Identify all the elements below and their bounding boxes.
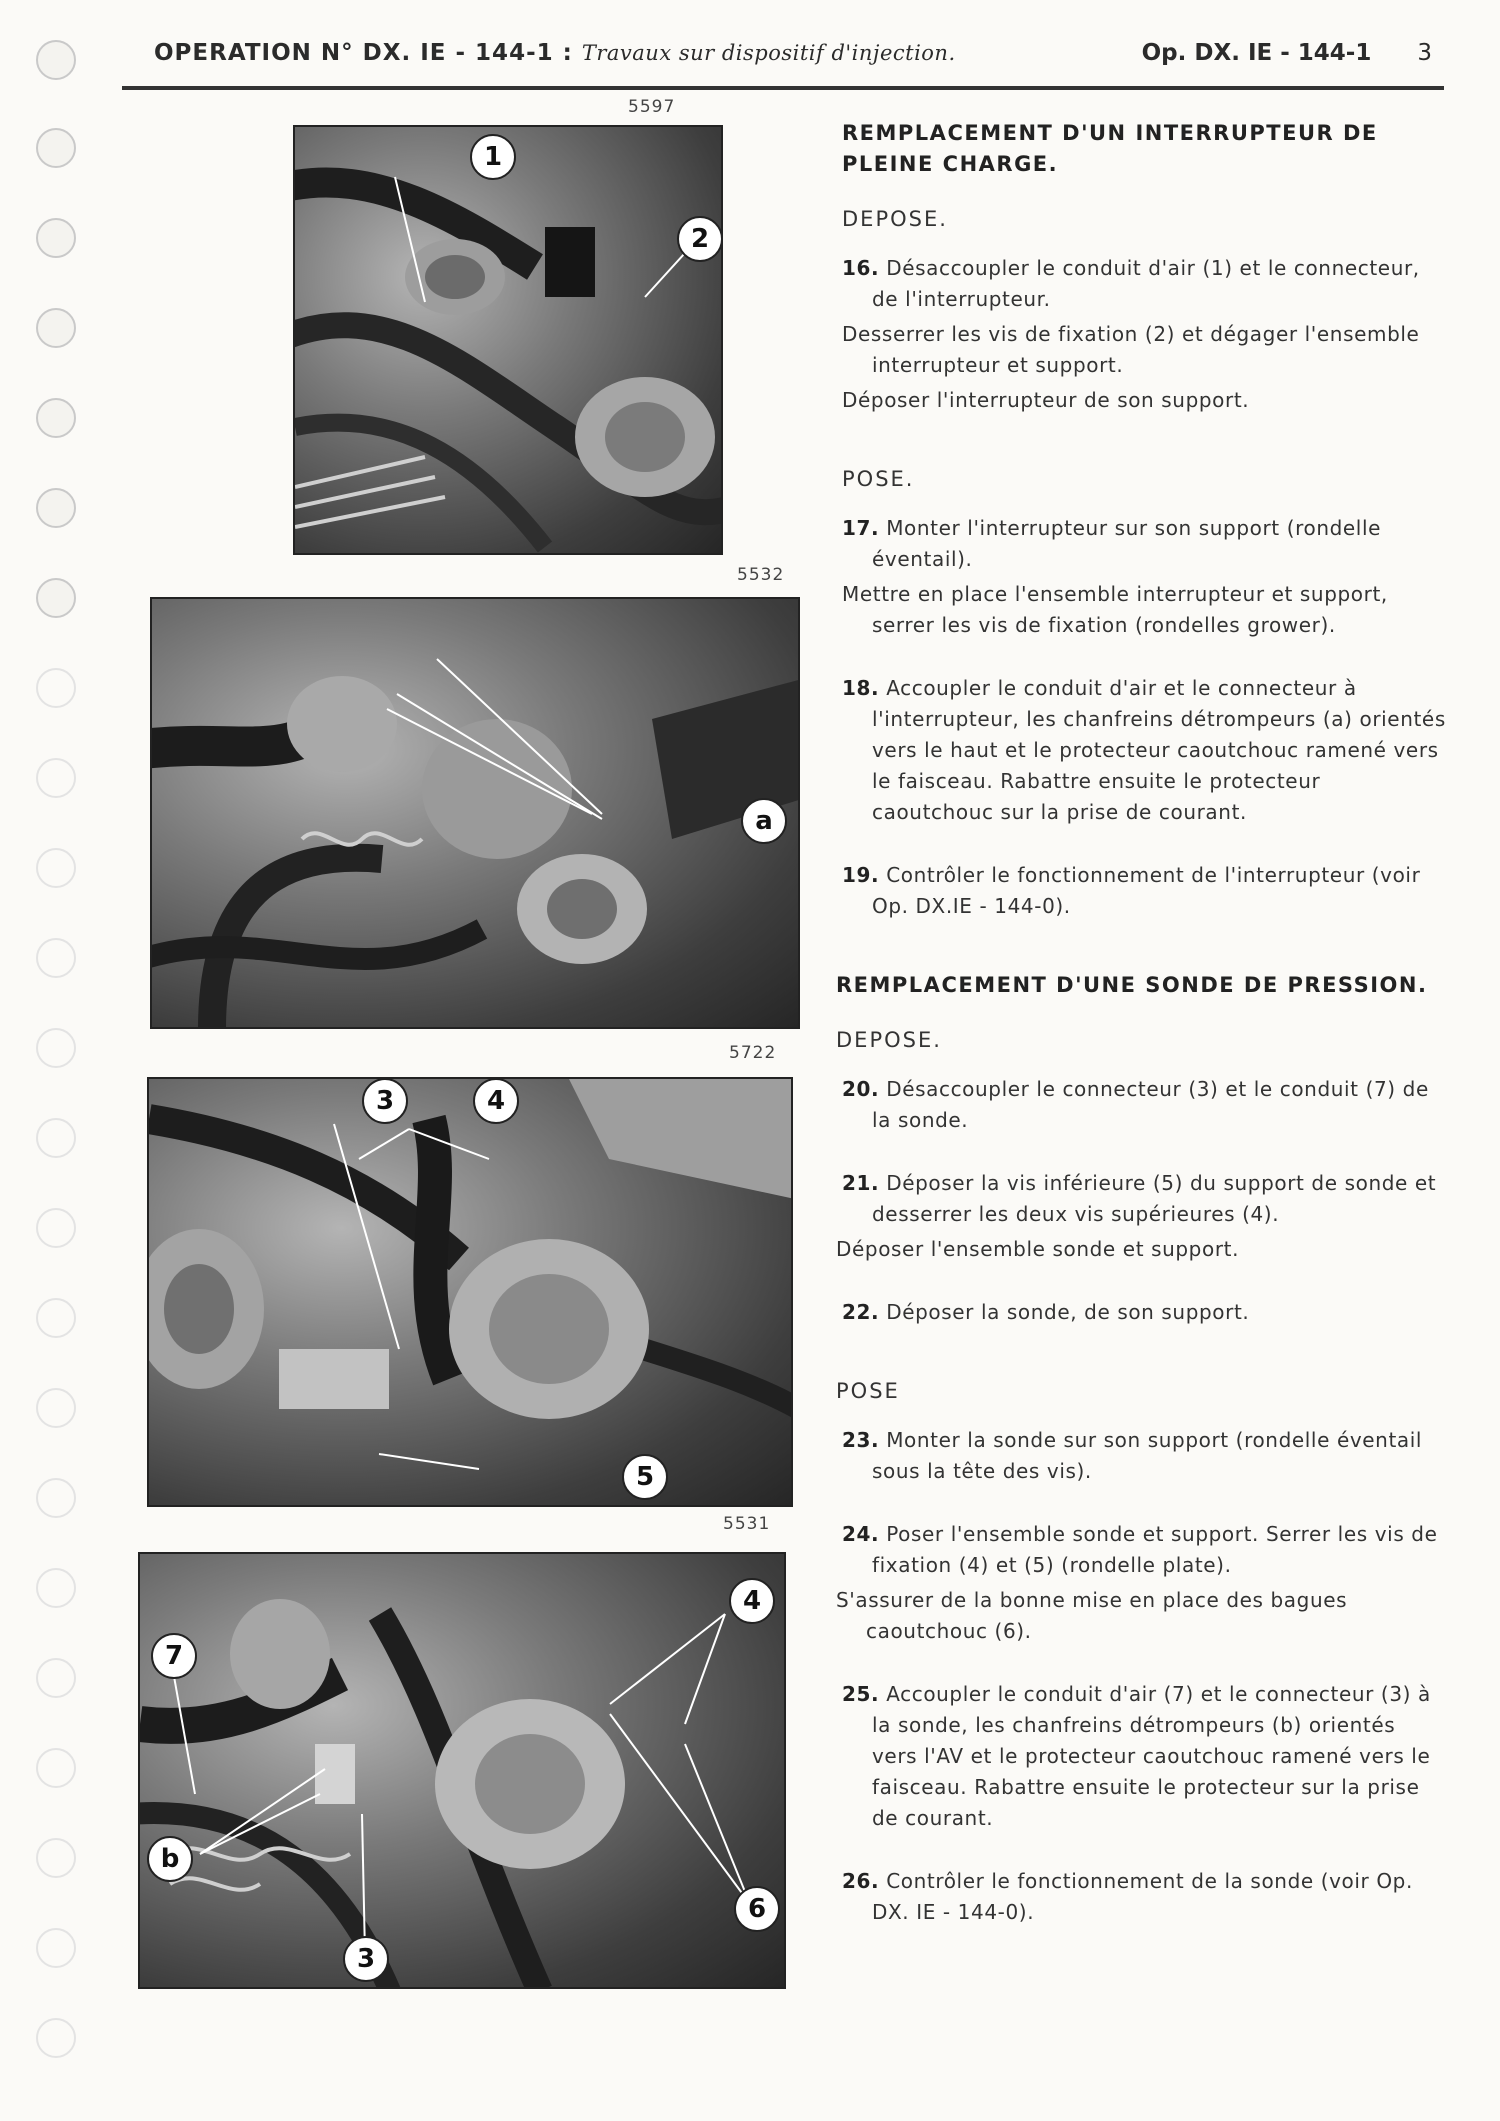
step-26 <box>826 1866 1446 1928</box>
step-note: Déposer l'interrupteur de son support. <box>842 388 1250 412</box>
step-18 <box>826 673 1446 828</box>
photo-5597 <box>293 125 723 555</box>
photo-5531 <box>138 1552 786 1989</box>
binder-hole <box>36 668 76 708</box>
callout-b: b <box>147 1836 193 1882</box>
step-note: S'assurer de la bonne mise en place des bagues caoutchouc (6). <box>836 1588 1348 1643</box>
binder-hole <box>36 488 76 528</box>
step-17 <box>826 513 1446 575</box>
step-number: 25. <box>842 1682 880 1706</box>
step-number: 17. <box>842 516 880 540</box>
engine-photo-illustration <box>295 127 723 555</box>
step-text: Monter l'interrupteur sur son support (rondelle éventail). <box>872 516 1382 571</box>
binder-hole <box>36 1838 76 1878</box>
binder-hole <box>36 1658 76 1698</box>
engine-photo-illustration <box>140 1554 786 1989</box>
binder-hole <box>36 128 76 168</box>
photo-number: 5722 <box>729 1043 777 1063</box>
step-21 <box>826 1168 1446 1230</box>
step-text: Désaccoupler le conduit d'air (1) et le connecteur, de l'interrupteur. <box>872 256 1420 311</box>
callout-2: 2 <box>677 216 723 262</box>
page-number: 3 <box>1417 40 1432 66</box>
step-text: Désaccoupler le connecteur (3) et le conduit (7) de la sonde. <box>872 1077 1429 1132</box>
binder-hole <box>36 1208 76 1248</box>
binder-hole <box>36 1928 76 1968</box>
callout-3: 3 <box>362 1078 408 1124</box>
section-title: REMPLACEMENT D'UN INTERRUPTEUR DE PLEINE CHARGE. <box>842 121 1378 176</box>
binder-hole <box>36 1388 76 1428</box>
step-text: Accoupler le conduit d'air (7) et le connecteur (3) à la sonde, les chanfreins détrompeurs (b) orientés vers l'AV et le protecteur caoutchouc ramené vers le faisceau. Rabattre ensuite le protecteur sur la prise de courant. <box>872 1682 1431 1830</box>
step-number: 22. <box>842 1300 880 1324</box>
photo-number: 5597 <box>628 97 676 117</box>
binder-hole <box>36 848 76 888</box>
step-23 <box>826 1425 1446 1487</box>
callout-1: 1 <box>470 134 516 180</box>
pose-heading: POSE <box>836 1379 900 1403</box>
step-number: 26. <box>842 1869 880 1893</box>
step-24 <box>826 1519 1446 1581</box>
step-number: 24. <box>842 1522 880 1546</box>
step-number: 16. <box>842 256 880 280</box>
operation-subtitle: Travaux sur dispositif d'injection. <box>581 41 956 65</box>
step-text: Contrôler le fonctionnement de la sonde (voir Op. DX. IE - 144-0). <box>872 1869 1413 1924</box>
binder-hole <box>36 1478 76 1518</box>
step-note: Desserrer les vis de fixation (2) et dégager l'ensemble interrupteur et support. <box>842 322 1420 377</box>
operation-label: OPERATION N° DX. IE - 144-1 : <box>154 40 573 66</box>
step-text: Accoupler le conduit d'air et le connecteur à l'interrupteur, les chanfreins détrompeurs (a) orientés vers le haut et le protecteur caoutchouc ramené vers le faisceau. Rabattre ensuite le protecteur caoutchouc sur la prise de courant. <box>872 676 1446 824</box>
step-25 <box>826 1679 1446 1834</box>
step-number: 19. <box>842 863 880 887</box>
binder-hole <box>36 308 76 348</box>
photo-5722 <box>147 1077 793 1507</box>
step-text: Déposer la sonde, de son support. <box>886 1300 1250 1324</box>
callout-7: 7 <box>151 1633 197 1679</box>
step-16 <box>826 253 1446 315</box>
binder-hole <box>36 938 76 978</box>
instructions-column <box>826 118 1446 1942</box>
step-20 <box>826 1074 1446 1136</box>
binder-hole <box>36 1028 76 1068</box>
step-number: 20. <box>842 1077 880 1101</box>
binder-hole <box>36 218 76 258</box>
engine-photo-illustration <box>152 599 800 1029</box>
step-note: Mettre en place l'ensemble interrupteur et support, serrer les vis de fixation (rondelles grower). <box>842 582 1388 637</box>
step-number: 18. <box>842 676 880 700</box>
step-number: 21. <box>842 1171 880 1195</box>
step-number: 23. <box>842 1428 880 1452</box>
page-header <box>154 40 1432 74</box>
step-19 <box>826 860 1446 922</box>
callout-5: 5 <box>622 1454 668 1500</box>
operation-ref <box>1142 40 1432 66</box>
header-rule <box>122 86 1444 90</box>
photo-number: 5531 <box>723 1514 771 1534</box>
binder-hole <box>36 1748 76 1788</box>
binder-hole <box>36 758 76 798</box>
pose-heading: POSE. <box>842 467 915 491</box>
callout-4: 4 <box>473 1078 519 1124</box>
binder-hole <box>36 1298 76 1338</box>
engine-photo-illustration <box>149 1079 793 1507</box>
step-text: Poser l'ensemble sonde et support. Serrer les vis de fixation (4) et (5) (rondelle plate). <box>872 1522 1438 1577</box>
step-text: Déposer la vis inférieure (5) du support de sonde et desserrer les deux vis supérieures (4). <box>872 1171 1437 1226</box>
step-text: Monter la sonde sur son support (rondelle éventail sous la tête des vis). <box>872 1428 1423 1483</box>
binder-hole <box>36 2018 76 2058</box>
photo-5532 <box>150 597 800 1029</box>
callout-3: 3 <box>343 1936 389 1982</box>
callout-4: 4 <box>729 1578 775 1624</box>
callout-a: a <box>741 798 787 844</box>
callout-6: 6 <box>734 1886 780 1932</box>
binder-hole <box>36 578 76 618</box>
operation-ref-code: Op. DX. IE - 144-1 <box>1141 40 1372 66</box>
step-22 <box>826 1297 1446 1328</box>
photo-number: 5532 <box>737 565 785 585</box>
step-note: Déposer l'ensemble sonde et support. <box>836 1237 1240 1261</box>
depose-heading: DEPOSE. <box>836 1028 942 1052</box>
binder-hole <box>36 398 76 438</box>
binder-hole <box>36 40 76 80</box>
step-text: Contrôler le fonctionnement de l'interrupteur (voir Op. DX.IE - 144-0). <box>872 863 1421 918</box>
binder-hole <box>36 1118 76 1158</box>
operation-title <box>154 40 956 66</box>
depose-heading: DEPOSE. <box>842 207 948 231</box>
binder-hole <box>36 1568 76 1608</box>
section-title: REMPLACEMENT D'UNE SONDE DE PRESSION. <box>836 973 1428 997</box>
